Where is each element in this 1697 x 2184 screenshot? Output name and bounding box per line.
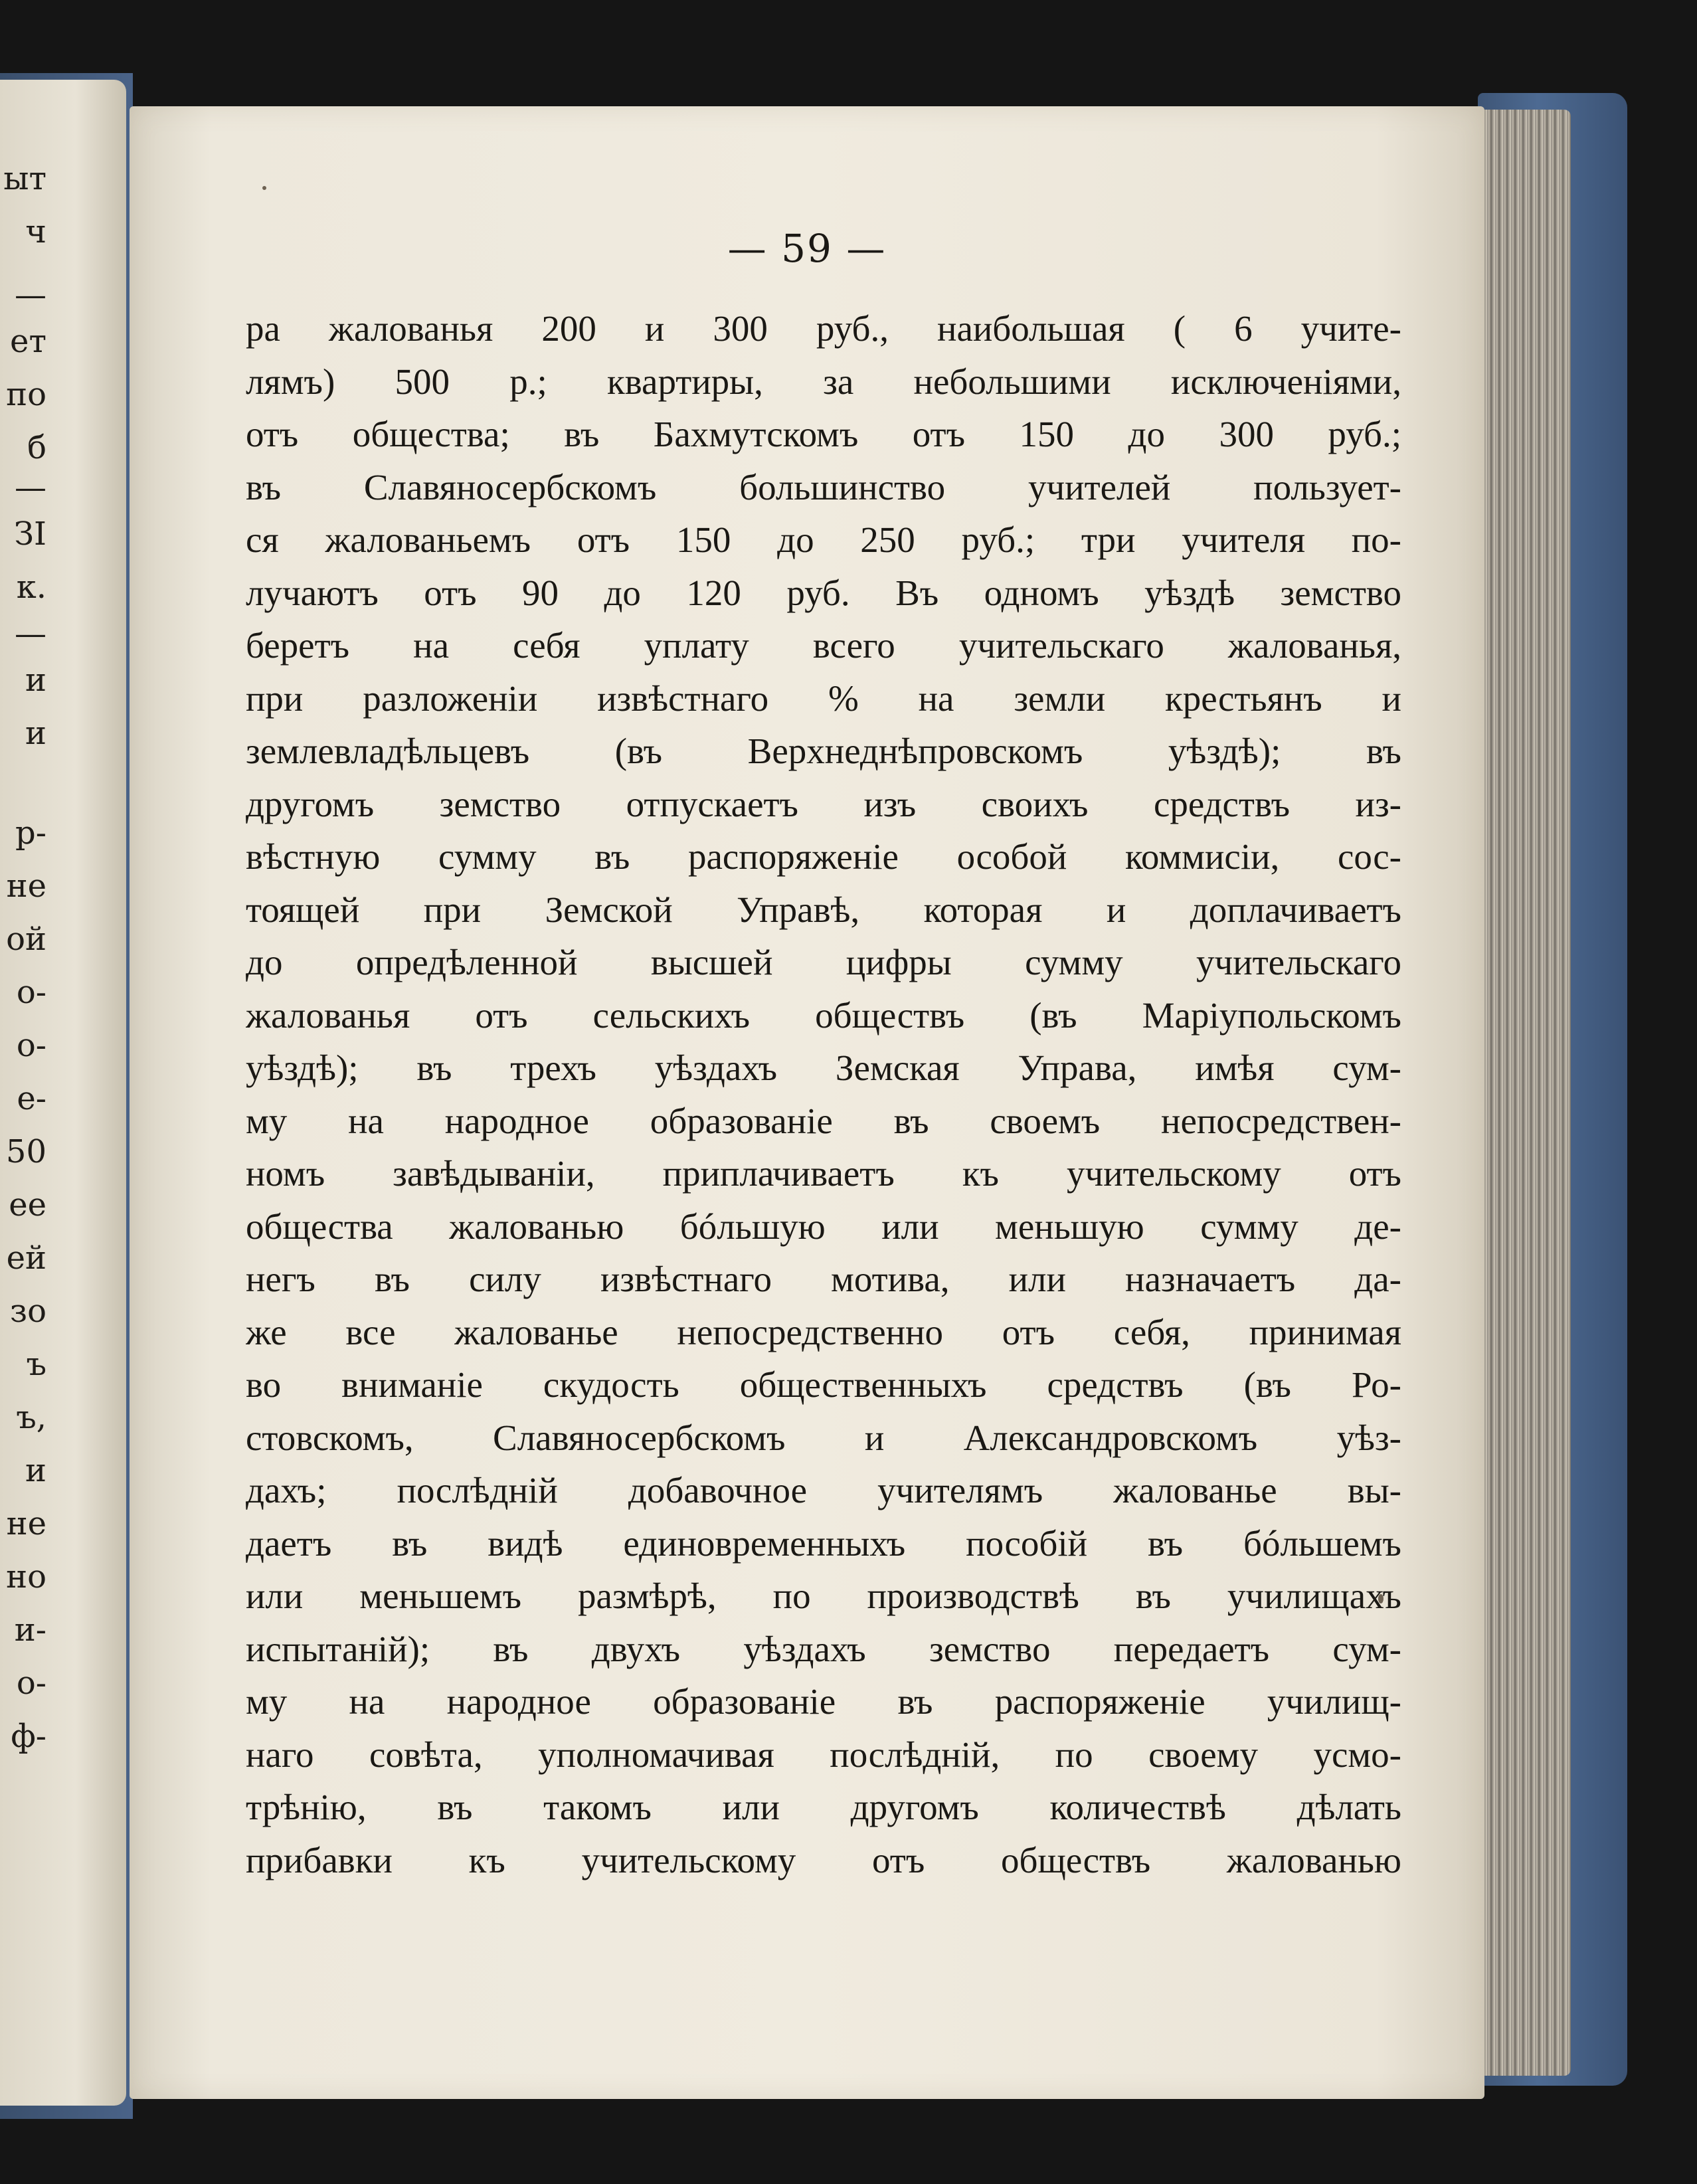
- left-page-fragment: —: [15, 469, 46, 506]
- text-line: беретъ на себя уплату всего учительскаго жалованья,: [246, 625, 1401, 666]
- left-page-fragment: ее: [9, 1186, 46, 1224]
- paper-speck: [262, 186, 266, 190]
- text-line: общества жалованью бóльшую или меньшую сумму де-: [246, 1206, 1401, 1247]
- left-page-fragment: ъ,: [16, 1399, 46, 1436]
- text-line: прибавки къ учительскому отъ обществъ жалованью: [246, 1839, 1401, 1880]
- left-page-fragment: и: [25, 715, 46, 752]
- left-page-fragment: не: [6, 867, 46, 905]
- left-page-fragment: р-: [15, 814, 46, 852]
- left-page-fragment: ет: [10, 323, 46, 360]
- text-line: стовскомъ, Славяносербскомъ и Александровскомъ уѣз-: [246, 1417, 1401, 1458]
- text-line: дахъ; послѣдній добавочное учителямъ жалованье вы-: [246, 1470, 1401, 1510]
- text-line: му на народное образованіе въ распоряженіе училищ-: [246, 1681, 1401, 1722]
- left-page-fragment: е-: [17, 1080, 46, 1117]
- text-line: въ Славяносербскомъ большинство учителей пользует-: [246, 466, 1401, 507]
- left-page-fragment: по: [6, 376, 46, 413]
- text-line: ра жалованья 200 и 300 руб., наибольшая ( 6 учите-: [246, 308, 1401, 349]
- previous-page: [0, 80, 126, 2106]
- left-page-fragment: к.: [16, 569, 46, 606]
- text-line: трѣнію, въ такомъ или другомъ количествѣ дѣлать: [246, 1787, 1401, 1827]
- left-page-fragment: ф-: [11, 1718, 46, 1755]
- page-number: — 59 —: [727, 226, 887, 271]
- text-line: отъ общества; въ Бахмутскомъ отъ 150 до 300 руб.;: [246, 414, 1401, 454]
- text-line: или меньшемъ размѣрѣ, по производствѣ въ училищахъ: [246, 1576, 1401, 1616]
- text-line: наго совѣта, уполномачивая послѣдній, по своему усмо-: [246, 1734, 1401, 1775]
- text-line: вѣстную сумму въ распоряженіе особой коммисіи, сос-: [246, 836, 1401, 877]
- left-page-fragment: ч: [25, 213, 46, 250]
- text-line: номъ завѣдываніи, приплачиваетъ къ учительскому отъ: [246, 1153, 1401, 1194]
- text-line: при разложеніи извѣстнаго % на земли крестьянъ и: [246, 678, 1401, 719]
- left-page-fragment: и: [25, 1452, 46, 1489]
- text-line: другомъ земство отпускаетъ изъ своихъ средствъ из-: [246, 783, 1401, 824]
- text-line: во вниманіе скудость общественныхъ средствъ (въ Ро-: [246, 1364, 1401, 1405]
- left-page-fragment: ъ: [26, 1346, 46, 1383]
- left-page-fragment: но: [6, 1558, 46, 1595]
- text-line: же все жалованье непосредственно отъ себя, принимая: [246, 1311, 1401, 1352]
- left-page-fragment: —: [15, 615, 46, 652]
- left-page-fragment: о-: [16, 974, 46, 1011]
- text-line: землевладѣльцевъ (въ Верхнеднѣпровскомъ уѣздѣ); въ: [246, 731, 1401, 771]
- left-page-fragment: б: [27, 429, 46, 466]
- left-page-fragment: и: [25, 662, 46, 699]
- left-page-fragment: ЗI: [14, 515, 46, 553]
- text-line: испытаній); въ двухъ уѣздахъ земство передаетъ сум-: [246, 1628, 1401, 1669]
- text-line: му на народное образованіе въ своемъ непосредствен-: [246, 1100, 1401, 1141]
- left-page-fragment: о-: [16, 1665, 46, 1702]
- text-line: уѣздѣ); въ трехъ уѣздахъ Земская Управа, имѣя сум-: [246, 1047, 1401, 1088]
- text-line: ся жалованьемъ отъ 150 до 250 руб.; три учителя по-: [246, 519, 1401, 560]
- left-page-fragment: 50: [5, 1133, 46, 1170]
- left-page-fragment: и-: [14, 1611, 46, 1649]
- left-page-fragment: ой: [6, 921, 46, 958]
- left-page-fragment: ыт: [3, 160, 46, 197]
- text-line: лучаютъ отъ 90 до 120 руб. Въ одномъ уѣздѣ земство: [246, 572, 1401, 613]
- text-line: жалованья отъ сельскихъ обществъ (въ Маріупольскомъ: [246, 994, 1401, 1036]
- page-edges: [1471, 110, 1571, 2076]
- text-line: негъ въ силу извѣстнаго мотива, или назначаетъ да-: [246, 1259, 1401, 1299]
- text-line: даетъ въ видѣ единовременныхъ пособій въ бóльшемъ: [246, 1522, 1401, 1564]
- book-page: [130, 106, 1484, 2099]
- left-page-fragment: ей: [6, 1239, 46, 1277]
- text-line: тоящей при Земской Управѣ, которая и доплачиваетъ: [246, 889, 1401, 930]
- text-line: лямъ) 500 р.; квартиры, за небольшими исключеніями,: [246, 361, 1401, 402]
- body-text: [246, 302, 1401, 1886]
- left-page-fragment: —: [15, 276, 46, 314]
- left-page-fragment: о-: [16, 1027, 46, 1064]
- left-page-fragment: не: [6, 1505, 46, 1542]
- text-line: до опредѣленной высшей цифры сумму учительскаго: [246, 942, 1401, 982]
- left-page-fragment: зо: [9, 1293, 46, 1330]
